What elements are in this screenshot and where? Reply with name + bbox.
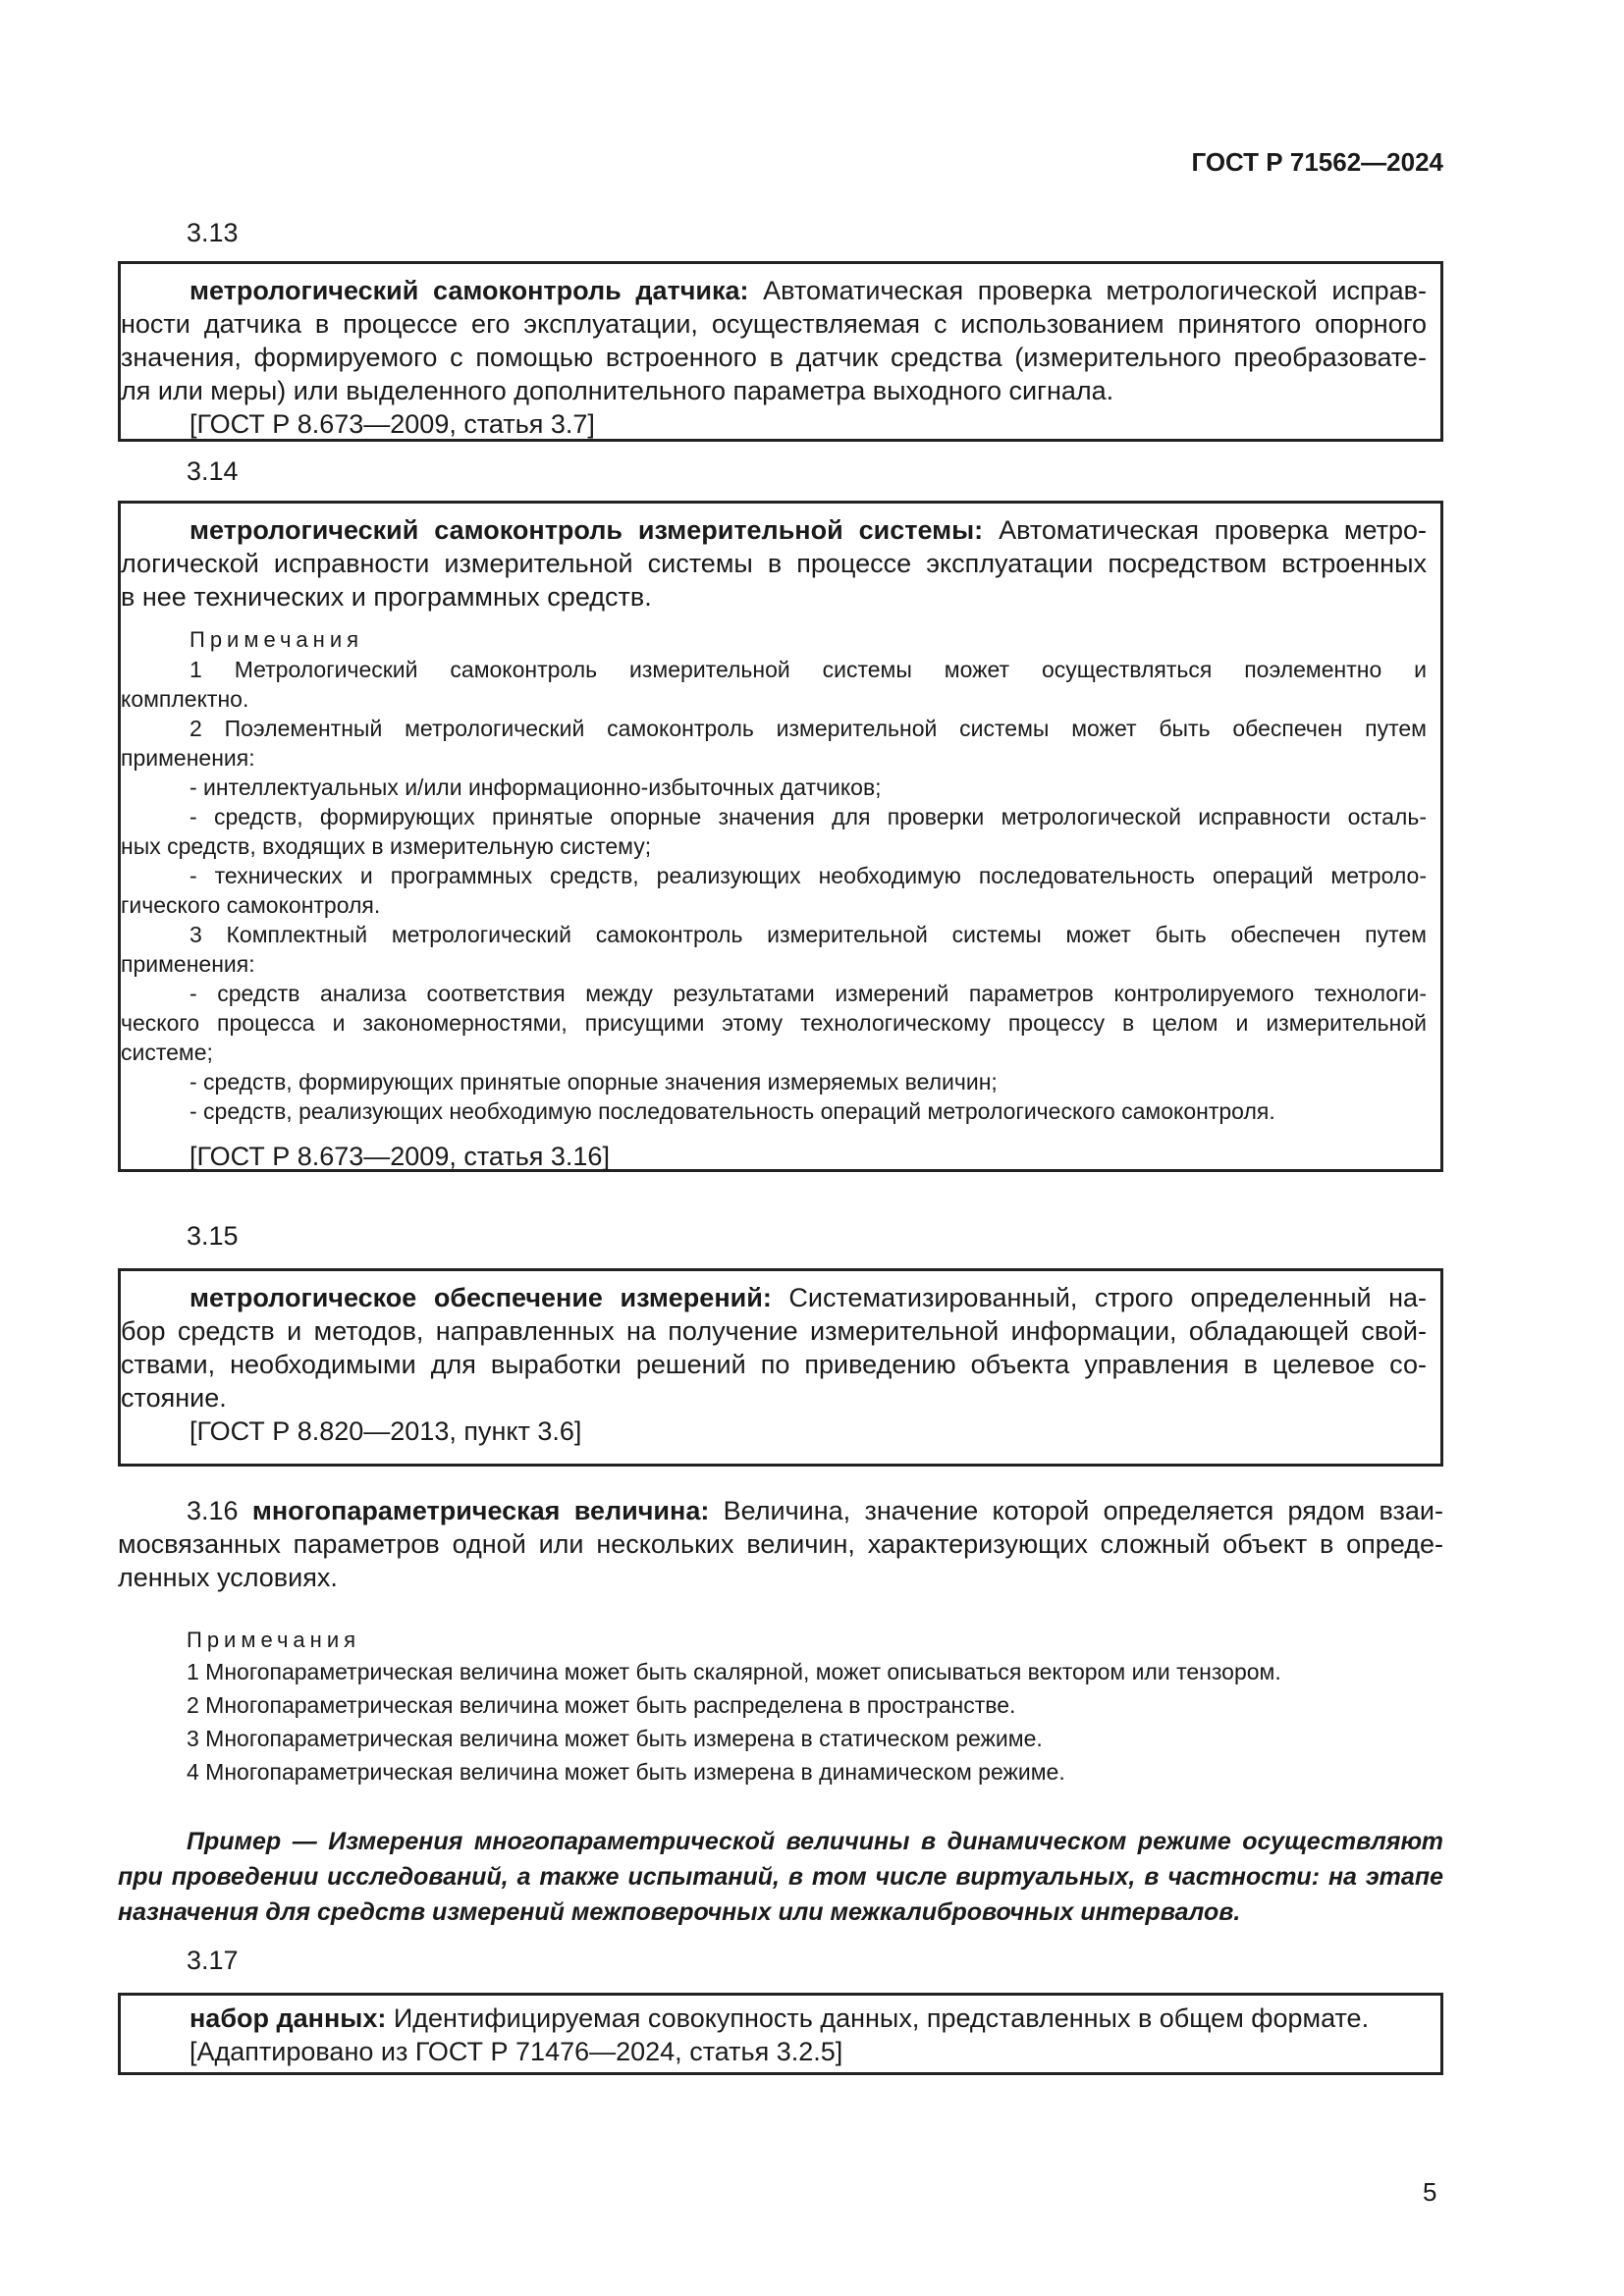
note-line: гического самоконтроля. <box>121 892 381 918</box>
definition-line: стояние. <box>121 1383 227 1413</box>
example-line: при проведении исследований, а также испытаний, в том числе виртуальных, в частности: на этапе <box>118 1863 1443 1891</box>
page-number: 5 <box>1423 2177 1437 2207</box>
document-code-header: ГОСТ Р 71562—2024 <box>1191 147 1443 177</box>
note-line: 4 Многопараметрическая величина может быть измерена в динамическом режиме. <box>187 1759 1065 1785</box>
definition-line: ствами, необходимыми для выработки решений по приведению объекта управления в целевое со- <box>121 1350 1427 1379</box>
definition-line: набор данных: Идентифицируемая совокупность данных, представленных в общем формате. <box>189 2003 1370 2033</box>
definition-line: значения, формируемого с помощью встроенного в датчик средства (измерительного преобразовате- <box>121 343 1427 372</box>
term-3-13: метрологический самоконтроль датчика: <box>189 276 749 305</box>
notes-3-16 <box>187 1626 1443 1789</box>
definition-line: ленных условиях. <box>118 1563 338 1592</box>
note-line: 1 Метрологический самоконтроль измерительной системы может осуществляться поэлементно и <box>189 657 1427 682</box>
section-number-3-16: 3.16 <box>187 1496 239 1525</box>
note-line: - технических и программных средств, реализующих необходимую последовательность операций метроло- <box>189 863 1427 888</box>
definition-line: метрологическое обеспечение измерений: Систематизированный, строго определенный на- <box>189 1283 1427 1312</box>
note-line: 1 Многопараметрическая величина может быть скалярной, может описываться вектором или тензором. <box>187 1659 1281 1684</box>
definition-box-3-17 <box>118 1993 1443 2075</box>
term-3-15: метрологическое обеспечение измерений: <box>189 1283 772 1312</box>
example-line: Пример — Измерения многопараметрической величины в динамическом режиме осуществляют <box>187 1828 1443 1855</box>
source-reference: [ГОСТ Р 8.820—2013, пункт 3.6] <box>189 1416 582 1446</box>
definition-line: в нее технических и программных средств. <box>121 582 652 612</box>
section-number-3-15: 3.15 <box>187 1221 239 1251</box>
note-line: - средств, формирующих принятые опорные значения для проверки метрологической исправности осталь- <box>189 804 1427 829</box>
example-line: назначения для средств измерений межповерочных или межкалибровочных интервалов. <box>118 1898 1241 1926</box>
source-reference: [ГОСТ Р 8.673—2009, статья 3.16] <box>189 1142 610 1171</box>
note-line: 3 Многопараметрическая величина может быть измерена в статическом режиме. <box>187 1726 1043 1751</box>
example-3-16 <box>118 1824 1443 1930</box>
term-3-17: набор данных: <box>189 2003 387 2033</box>
term-3-16: многопараметрическая величина: <box>251 1496 710 1525</box>
note-line: 2 Многопараметрическая величина может быть распределена в пространстве. <box>187 1692 1016 1718</box>
note-line: - средств, формирующих принятые опорные значения измеряемых величин; <box>189 1069 998 1095</box>
definition-line: 3.16 многопараметрическая величина: Величина, значение которой определяется рядом взаи- <box>187 1496 1443 1525</box>
notes-header: Примечания <box>187 1628 361 1652</box>
section-number-3-14: 3.14 <box>187 456 239 486</box>
definition-box-3-14 <box>118 501 1443 1172</box>
definition-box-3-13 <box>118 261 1443 442</box>
section-number-3-17: 3.17 <box>187 1946 239 1975</box>
definition-line: ля или меры) или выделенного дополнительного параметра выходного сигнала. <box>121 376 1114 405</box>
note-line: ческого процесса и закономерностями, присущими этому технологическому процессу в целом и измерительной <box>121 1010 1427 1036</box>
definition-line: логической исправности измерительной системы в процессе эксплуатации посредством встроенных <box>121 549 1427 578</box>
definition-line: метрологический самоконтроль датчика: Автоматическая проверка метрологической исправ- <box>189 276 1427 305</box>
definition-3-16 <box>118 1494 1443 1594</box>
note-line: применения: <box>121 951 255 977</box>
term-3-14: метрологический самоконтроль измерительной системы: <box>189 515 984 545</box>
note-line: 3 Комплектный метрологический самоконтроль измерительной системы может быть обеспечен путем <box>189 922 1427 947</box>
definition-box-3-15 <box>118 1268 1443 1467</box>
notes-header: Примечания <box>189 627 364 652</box>
note-line: системе; <box>121 1040 213 1065</box>
note-line: применения: <box>121 745 255 771</box>
definition-line: бор средств и методов, направленных на получение измерительной информации, обладающей свой- <box>121 1316 1427 1346</box>
definition-line: мосвязанных параметров одной или нескольких величин, характеризующих сложный объект в опреде- <box>118 1529 1443 1559</box>
note-line: - средств, реализующих необходимую последовательность операций метрологического самоконтроля. <box>189 1098 1275 1124</box>
note-line: ных средств, входящих в измерительную систему; <box>121 833 652 859</box>
source-reference: [ГОСТ Р 8.673—2009, статья 3.7] <box>189 409 595 439</box>
section-number-3-13: 3.13 <box>187 218 239 247</box>
note-line: - средств анализа соответствия между результатами измерений параметров контролируемого технологи- <box>189 981 1427 1006</box>
note-line: 2 Поэлементный метрологический самоконтроль измерительной системы может быть обеспечен путем <box>189 716 1427 741</box>
definition-line: ности датчика в процессе его эксплуатации, осуществляемая с использованием принятого опорного <box>121 309 1427 339</box>
definition-line: метрологический самоконтроль измерительной системы: Автоматическая проверка метро- <box>189 515 1427 545</box>
note-line: комплектно. <box>121 686 249 712</box>
note-line: - интеллектуальных и/или информационно-избыточных датчиков; <box>189 774 882 800</box>
source-reference: [Адаптировано из ГОСТ Р 71476—2024, статья 3.2.5] <box>189 2037 843 2066</box>
